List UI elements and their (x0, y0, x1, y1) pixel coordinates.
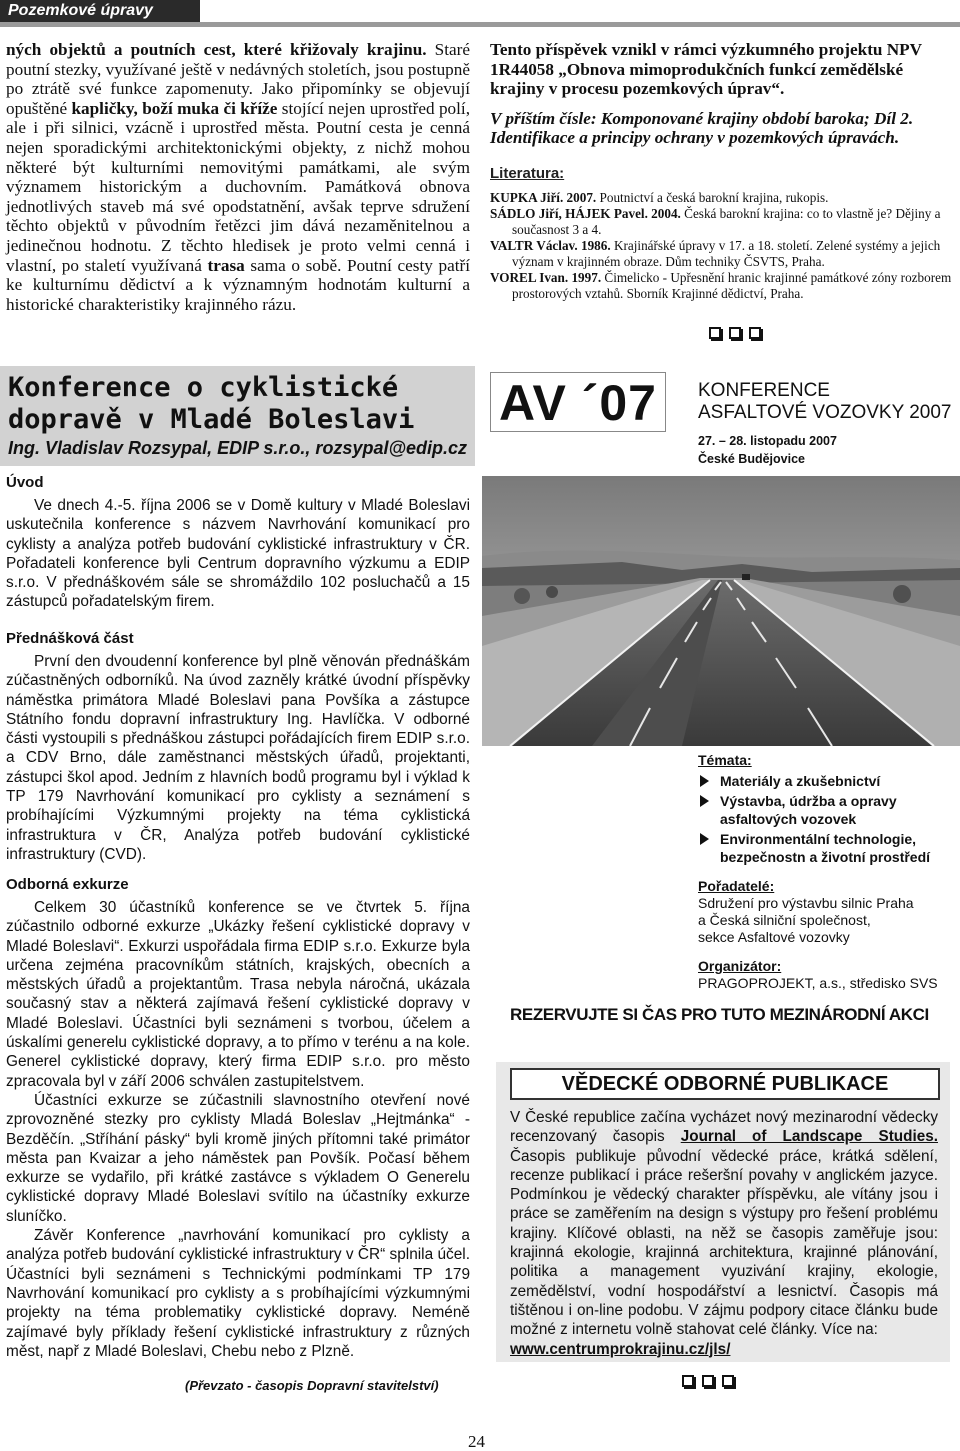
ad-city-line: České Budějovice (698, 452, 805, 466)
project-note: Tento příspěvek vznikl v rámci výzkumného projektu NPV 1R44058 „Obnova mimoprodukčních funkcí zemědělské krajiny v procesu pozemkových úprav“. (490, 40, 922, 99)
end-square-icon (749, 327, 761, 339)
paragraph-text: Závěr Konference „navrhování komunikací pro cyklisty a analýza potřeb budování cyklistické infrastruktury v ČR“ splnila účel. Účastníci byli seznámeni s Technickými podmínkami TP 179 Navrhování komunikací pro cyklisty a s probíhajícími výzkumnými projekty na téma problematiky cyklistické dopravy. Neméně zajímavé byly příklady řešení cyklistické infrastruktury z různých měst, např z Mladé Boleslavi, Chebu nebo z Plzně. (6, 1227, 470, 1360)
lectures-paragraph (6, 652, 470, 864)
organizer-line: Sdružení pro výstavbu silnic Praha (698, 895, 914, 911)
article-title: Konference o cyklistické dopravě v Mladé Boleslavi (8, 372, 415, 435)
excursion-paragraphs (6, 898, 470, 1361)
end-marks (678, 1372, 738, 1390)
next-issue-note: V příštím čísle: Komponované krajiny období baroka; Díl 2. Identifikace a principy ochrany v pozemkových úpravách. (490, 108, 914, 148)
end-square-icon (682, 1375, 694, 1387)
topic-item: Environmentální technologie, bezpečnostn a životní prostředí (698, 830, 954, 866)
ad-organizers (698, 878, 954, 946)
source-note: (Převzato - časopis Dopravní stavitelství) (185, 1378, 439, 1393)
ad-conference-line: ASFALTOVÉ VOZOVKY 2007 (698, 402, 952, 423)
literature-list (490, 190, 954, 302)
publication-link[interactable]: www.centrumprokrajinu.cz/jls/ (510, 1340, 731, 1358)
reference-item (490, 190, 954, 206)
end-marks (705, 324, 765, 342)
header-rule (0, 22, 960, 27)
section-heading-excursion: Odborná exkurze (6, 876, 129, 893)
reference-text: Česká barokní krajina: co to vlastně je? Dějiny a současnost 3 a 4. (512, 205, 941, 237)
reference-text: Čimelicko - Upřesnění hranic krajinné památkové zóny rozborem prostorových vztahů. Sborník Krajinné dědictví, Praha. (512, 269, 952, 301)
text-span: sama o sobě. Poutní cesty patří ke kulturnímu dědictví a k významným hodnotám kulturní a historické charakteristiky krajinného rázu. (6, 255, 470, 314)
organizer-line: sekce Asfaltové vozovky (698, 929, 850, 945)
section-tab: Pozemkové úpravy (0, 0, 200, 22)
reference-text: Krajinářské úpravy v 17. a 18. století. Zelené systémy a jejich význam v krajinném obraze. Dům techniky ČSVTS, Praha. (512, 237, 941, 269)
highway-photo (482, 476, 960, 746)
ad-conference-line: KONFERENCE (698, 380, 830, 401)
organizer-line: a Česká silniční společnost, (698, 912, 871, 928)
continuation-column (6, 40, 470, 314)
reference-item (490, 238, 954, 270)
end-square-icon (709, 327, 721, 339)
publication-title: VĚDECKÉ ODBORNÉ PUBLIKACE (510, 1068, 940, 1100)
topic-item: Výstavba, údržba a opravy asfaltových vozovek (698, 792, 954, 828)
topics-heading: Témata: (698, 752, 752, 768)
text-span: Časopis publikuje původní vědecké práce, krátká sdělení, recenze publikací i práce rešeršní povahy v anglickém jazyce. Podmínkou je vědecký charakter příspěvku, ale vítány jsou i práce se zaměřením na design s výstupy pro řešení problému krajiny. Klíčové oblasti, na něž se časopis zaměřuje jsou: krajinná ekologie, krajinná architektura, krajinné plánování, politika a management vyuzivání krajiny, ekologie, zemědělství, vodní hospodářství a lesnictví. Časopis má tištěnou i on-line podobu. V zájmu podpory citace článku bude možné z internetu volně stahovat celé články. Více na: (510, 1147, 938, 1339)
reference-author: KUPKA Jiří. 2007. (490, 189, 597, 205)
intro-paragraph (6, 496, 470, 612)
section-heading-intro: Úvod (6, 474, 44, 491)
bold-text: trasa (207, 255, 245, 275)
topic-item: Materiály a zkušebnictví (698, 772, 954, 790)
end-square-icon (729, 327, 741, 339)
journal-name: Journal of Landscape Studies. (680, 1128, 938, 1146)
reference-author: VALTR Václav. 1986. (490, 237, 611, 253)
paragraph-text: Ve dnech 4.-5. října 2006 se v Domě kultury v Mladé Boleslavi uskutečnila konference s názvem Navrhování komunikací pro cyklisty a analýza potřeb budování cyklistické infrastruktury v ČR. Pořadateli konference byli Centrum dopravního výzkumu a EDIP s.r.o. V přednáškovém sále se shromáždilo 102 posluchačů a 15 zástupců pořadatelským firem. (6, 497, 470, 611)
publication-text (510, 1108, 938, 1359)
end-square-icon (722, 1375, 734, 1387)
reference-text: Poutnictví a česká barokní krajina, rukopis. (596, 189, 829, 205)
text-span: Staré poutní stezky, využívané ještě v nedávných stoletích, jsou postupně po ztrátě své funkce zapomenuty. Jako připomínky se objevují opuštěné (6, 40, 470, 118)
end-square-icon (702, 1375, 714, 1387)
highway-photo-image (482, 476, 960, 746)
organizers-heading: Pořadatelé: (698, 878, 775, 894)
text-span: stojící nejen uprostřed polí, ale i při silnici, vzácně i uprostřed města. Poutní cesta je cenná nejen sporadickými architektonickými objekty, z nichž mohou některé být kulturními nemovitými památkami, ale svým významem historickým a duchovním. Památková obnova jednotlivých staveb má své opodstatnění, avšak teprve sdružení těchto objektů v původním řetězci jim dává nezaměnitelnou a jedinečnou hodnotu. Z těchto hledisek je proto velmi cenná i vlastní, po staletí využívaná (6, 98, 470, 275)
paragraph-text: Účastníci exkurze se zúčastnili slavnostního otevření nové zprovozněné stezky pro cyklisty Mladá Boleslav „Hejtmánka“ - Bezděčín. „Stříhání pásky“ byli kromě jiných přítomni také primátor města pan Kvaizar a jeho náměstek pan Povšík. Počasí během exkurze se vydařilo, při krátké zastávce s výkladem O Generelu cyklistické dopravy Mladé Boleslavi svítilo na účastníky exkurze sluníčko. (6, 1091, 470, 1225)
continuation-paragraph (6, 40, 470, 314)
reference-item (490, 206, 954, 238)
reference-author: SÁDLO Jiří, HÁJEK Pavel. 2004. (490, 205, 681, 221)
section-heading-lectures: Přednášková část (6, 630, 134, 647)
organizer-heading: Organizátor: (698, 958, 782, 974)
organizer-name: PRAGOPROJEKT, a.s., středisko SVS (698, 975, 938, 991)
paragraph-text: První den dvoudenní konference byl plně věnován přednáškám zúčastněných odborníků. Na úvod zazněly krátké úvodní příspěvky náměstka primátora Mladé Boleslavi pana Povšíka a zástupce Státního fondu dopravní infrastruktury Ing. Havlíčka. V odborné části vystoupili s přednáškou zástupci pořádajících firem EDIP s.r.o. a CDV Brno, dále zaměstnanci městských úřadů, projektanti, zástupci škol apod. Jedním z hlavních bodů programu byl i výklad k TP 179 Navrhování komunikací pro cyklisty a seznámení s probíhajícími Výzkumnými projekty na téma cyklistická infrastruktura v ČR, Analýza potřeb budování cyklistické infrastruktury (CVD). (6, 653, 470, 863)
ad-logo: AV ´07 (490, 372, 666, 432)
ad-date (698, 432, 837, 468)
article-author: Ing. Vladislav Rozsypal, EDIP s.r.o., rozsypal@edip.cz (8, 438, 468, 458)
ad-conference-title (698, 380, 951, 424)
notes-column (490, 40, 954, 302)
ad-date-line: 27. – 28. listopadu 2007 (698, 434, 837, 448)
ad-organizer (698, 958, 954, 992)
ad-topics (698, 752, 954, 868)
bold-text: kapličky, boží muka či kříže (71, 98, 278, 118)
reference-item (490, 270, 954, 302)
reference-author: VOREL Ivan. 1997. (490, 269, 602, 285)
literature-heading: Literatura: (490, 164, 565, 182)
page-number: 24 (468, 1432, 485, 1451)
paragraph-text: Celkem 30 účastníků konference se ve čtvrtek 5. října zúčastnilo odborné exkurze „Ukázky řešení cyklistické dopravy v Mladé Boleslavi“. Exkurzi uspořádala firma EDIP s.r.o. Exkurze byla určena zejména pracovníkům státních, krajských, obecních a městských úřadů a projektantům. Trasa nebyla náročná, ukázala současný stav a některá zajímavá řešení cyklistické dopravy v Mladé Boleslavi. Účastníci byli seznámeni s tvorbou, účelem a úskalími generelu cyklistické dopravy, a to přímo v terénu a na kole. Generel cyklistické dopravy, který firma EDIP s.r.o. pro město zpracovala byl v září 2006 schválen zastupitelstvem. (6, 899, 470, 1090)
ad-reserve-banner: REZERVUJTE SI ČAS PRO TUTO MEZINÁRODNÍ AKCI (510, 1005, 929, 1024)
lead-bold-text: ných objektů a poutních cest, které křižovaly krajinu. (6, 40, 427, 59)
topics-list (698, 772, 954, 866)
text-span: V České republice začína vycházet nový mezinarodní vědecky recenzovaný časopis (510, 1109, 938, 1146)
